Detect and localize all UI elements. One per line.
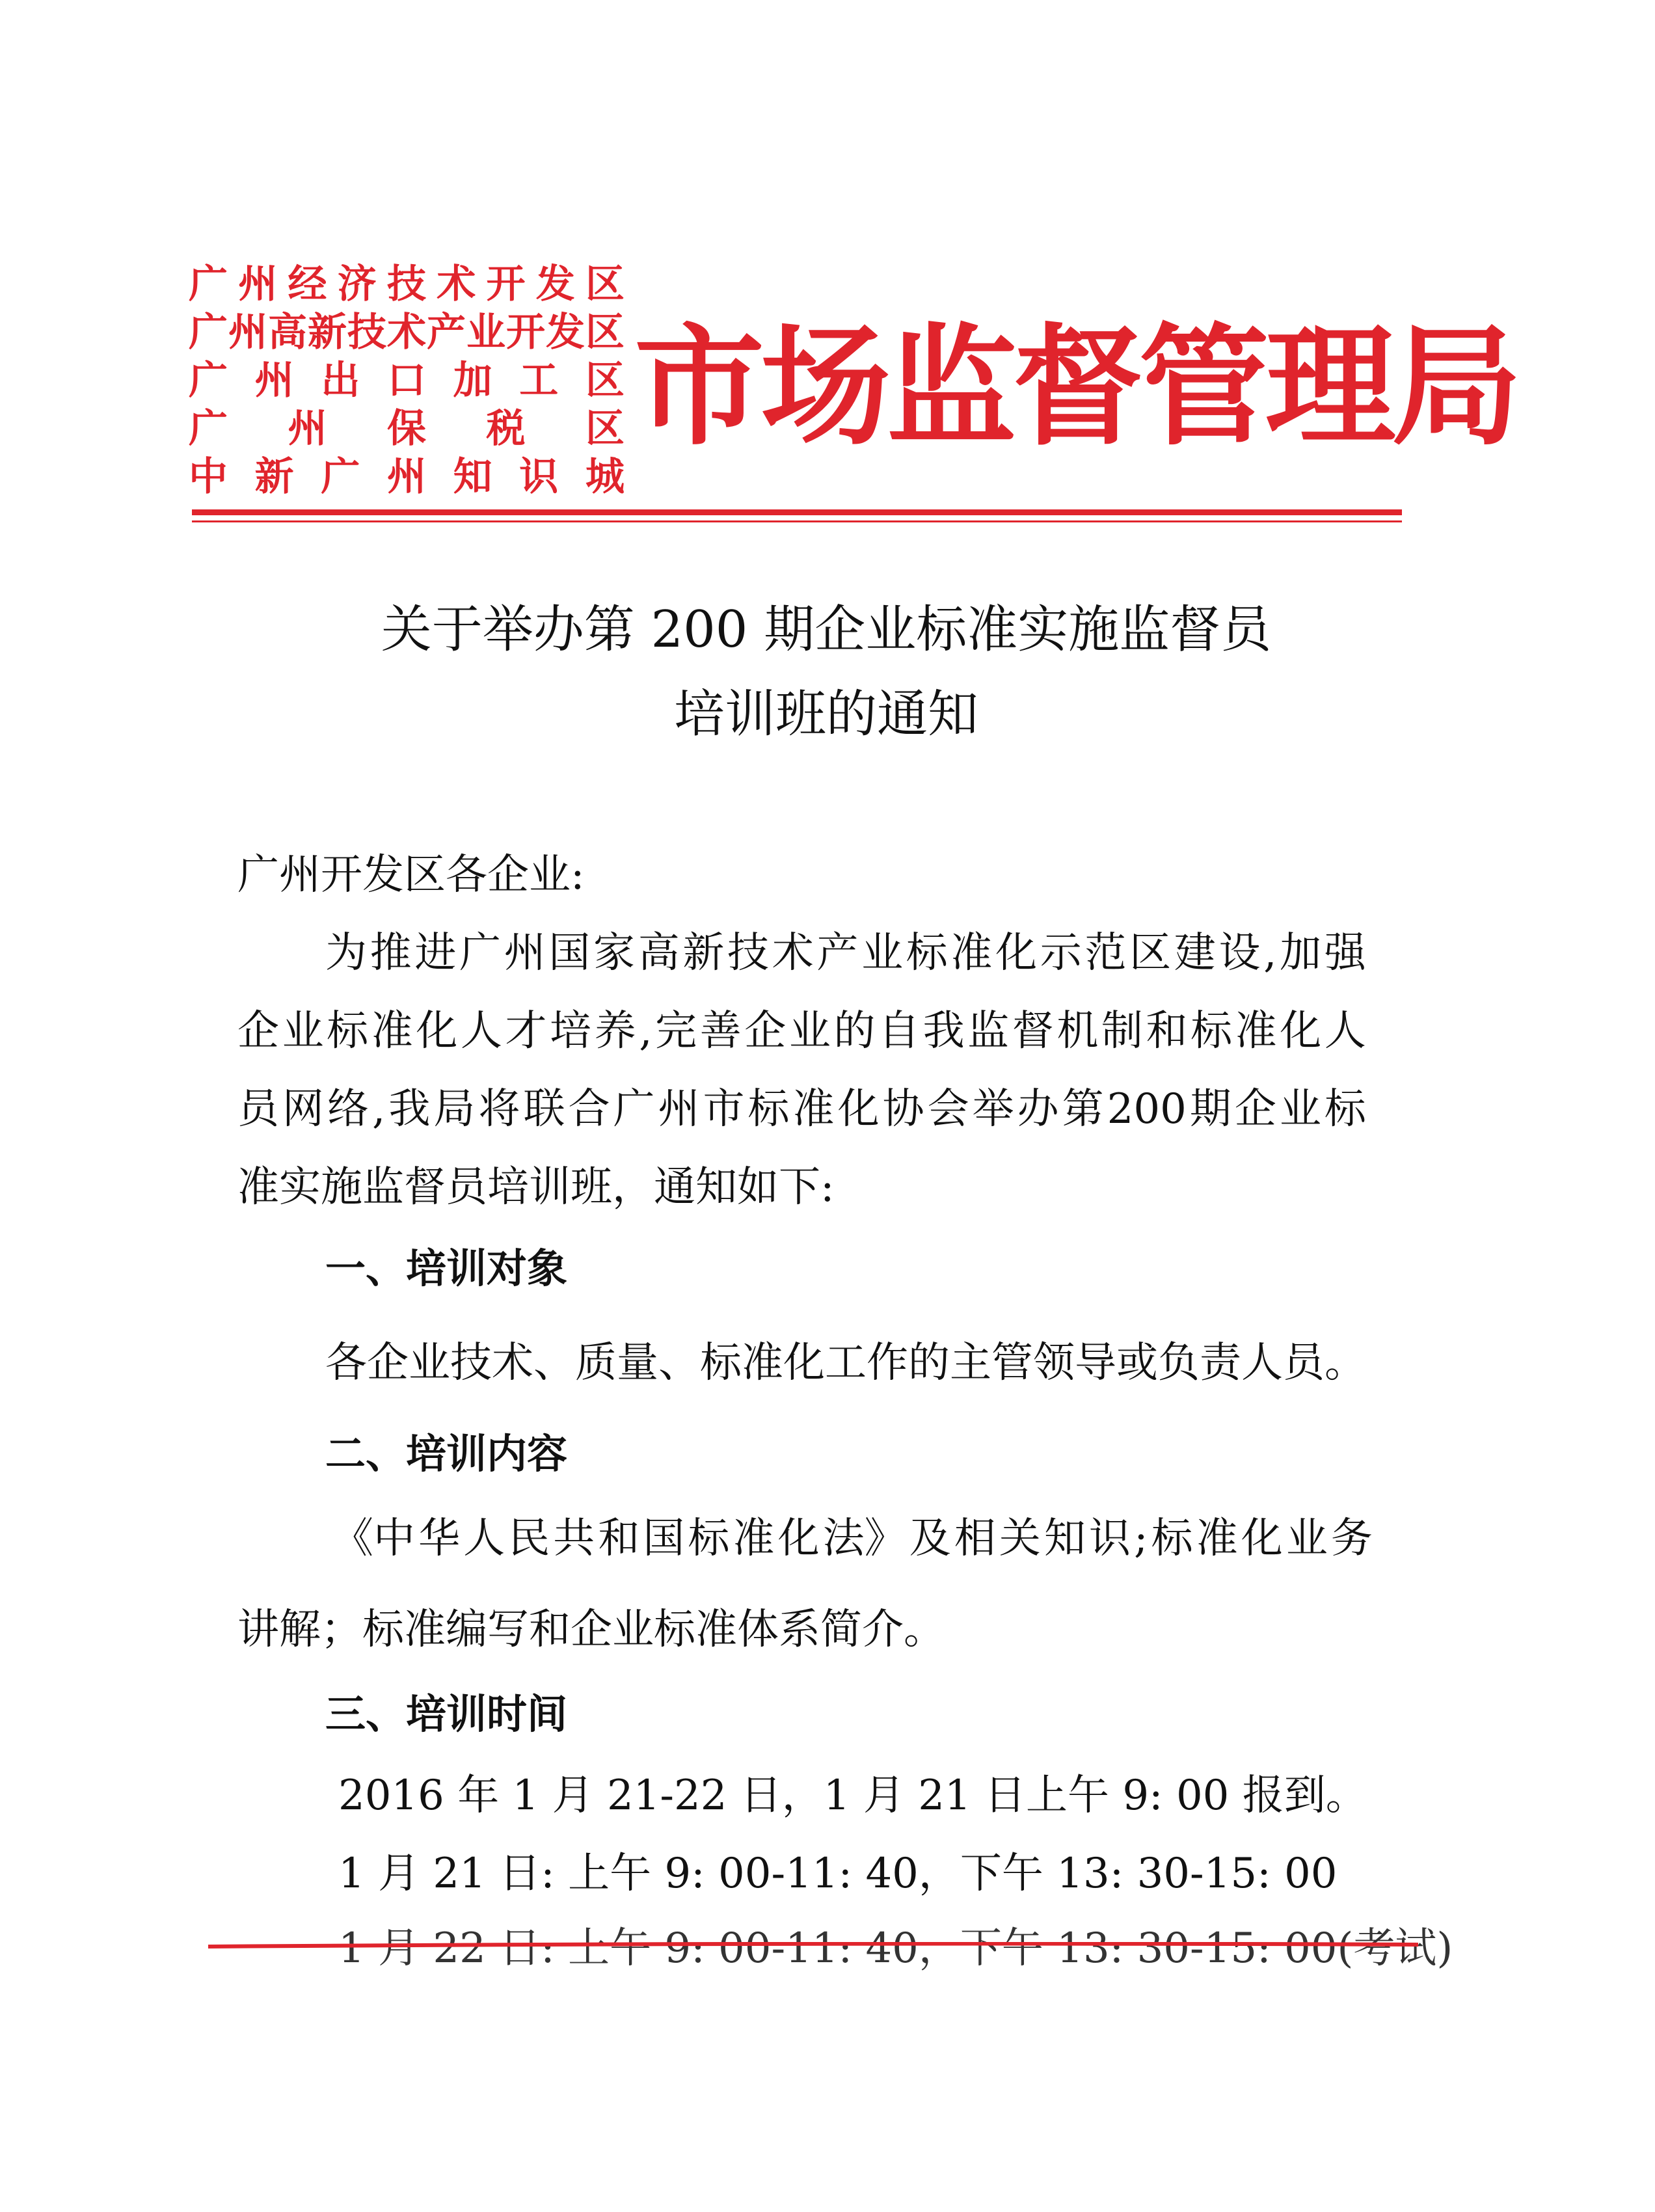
text-glyph: 培 — [550, 1007, 592, 1055]
text-glyph: 城 — [585, 454, 625, 500]
text-glyph: 业 — [861, 929, 904, 977]
text-glyph: 家 — [593, 929, 636, 977]
text-glyph: 的 — [833, 1007, 876, 1055]
text-glyph: 网 — [282, 1085, 325, 1133]
text-glyph: 州 — [386, 454, 426, 500]
text-glyph: 务 — [1330, 1515, 1373, 1563]
text-glyph: 办 — [1017, 1085, 1059, 1133]
salutation: 广州开发区各企业: — [237, 851, 585, 899]
text-glyph: 企 — [1234, 1085, 1276, 1133]
text-glyph: 我 — [388, 1085, 431, 1133]
text-glyph: 广 — [459, 929, 502, 977]
text-glyph: 出 — [321, 358, 360, 403]
text-glyph: 广 — [189, 406, 228, 452]
text-glyph: 产 — [816, 929, 859, 977]
text-glyph: 保 — [387, 406, 426, 452]
text-glyph: 标 — [1324, 1085, 1366, 1133]
text-glyph: 济 — [337, 262, 377, 307]
text-glyph: 标 — [688, 1515, 730, 1563]
text-glyph: 《中 — [332, 1515, 415, 1563]
text-glyph: 高 — [638, 929, 680, 977]
text-glyph: 市 — [703, 1085, 745, 1133]
text-glyph: 相 — [954, 1515, 996, 1563]
red-strikethrough — [208, 1942, 1418, 1949]
schedule-line: 2016 年 1 月 21-22 日，1 月 21 日上午 9: 00 报到。 — [338, 1772, 1367, 1820]
letterhead-divider-thin — [192, 520, 1402, 522]
text-glyph: 州 — [238, 262, 278, 307]
text-glyph: 举 — [972, 1085, 1014, 1133]
text-glyph: 新 — [254, 454, 294, 500]
text-glyph: 广 — [321, 454, 360, 500]
text-glyph: 会 — [927, 1085, 969, 1133]
intro-line-1 — [325, 927, 1366, 979]
text-glyph: 将 — [478, 1085, 520, 1133]
section-text: 讲解；标准编写和企业标准体系简介。 — [237, 1606, 945, 1654]
schedule-line: 1 月 21 日: 上午 9: 00-11: 40，下午 13: 30-15: 00 — [338, 1850, 1338, 1898]
text-glyph: 识 — [519, 454, 559, 500]
text-glyph: 局 — [433, 1085, 476, 1133]
text-glyph: 广 — [189, 310, 228, 355]
intro-line-2 — [237, 1005, 1366, 1057]
text-glyph: ; — [1134, 1515, 1148, 1563]
text-glyph: 区 — [1129, 929, 1172, 977]
text-glyph: 业 — [1279, 1085, 1321, 1133]
text-glyph: 准 — [792, 1085, 835, 1133]
text-glyph: 合 — [568, 1085, 610, 1133]
text-glyph: 知 — [453, 454, 492, 500]
text-glyph: 发 — [535, 262, 575, 307]
text-glyph: 机 — [1056, 1007, 1099, 1055]
text-glyph: 州 — [254, 358, 294, 403]
text-glyph: 标 — [747, 1085, 790, 1133]
issuer-line — [189, 260, 625, 308]
text-glyph: 标 — [327, 1007, 369, 1055]
text-glyph: 企 — [237, 1007, 279, 1055]
text-glyph: 产 — [427, 310, 466, 355]
text-glyph: 为 — [325, 929, 367, 977]
text-glyph: 完 — [655, 1007, 697, 1055]
text-glyph: 及 — [909, 1515, 951, 1563]
text-glyph: 我 — [922, 1007, 965, 1055]
text-glyph: 标 — [1151, 1515, 1193, 1563]
text-glyph: 企 — [744, 1007, 787, 1055]
text-glyph: 养 — [594, 1007, 636, 1055]
letterhead-divider — [192, 509, 1402, 515]
text-glyph: 识 — [1088, 1515, 1131, 1563]
text-glyph: 技 — [387, 262, 426, 307]
text-glyph: 共 — [553, 1515, 595, 1563]
text-glyph: 化 — [837, 1085, 880, 1133]
text-glyph: 知 — [1043, 1515, 1086, 1563]
text-glyph: 发 — [546, 310, 585, 355]
text-glyph: , — [639, 1007, 653, 1055]
text-glyph: 新 — [682, 929, 725, 977]
text-glyph: 督 — [1012, 1007, 1054, 1055]
text-glyph: 期 — [1189, 1085, 1231, 1133]
text-glyph: 关 — [999, 1515, 1041, 1563]
text-glyph: 进 — [414, 929, 457, 977]
text-glyph: 员 — [237, 1085, 279, 1133]
text-glyph: 区 — [585, 358, 625, 403]
text-glyph: 推 — [370, 929, 412, 977]
text-glyph: 络 — [327, 1085, 370, 1133]
text-glyph: 人 — [1324, 1007, 1366, 1055]
text-glyph: 设 — [1218, 929, 1261, 977]
text-glyph: 开 — [486, 262, 526, 307]
text-glyph: 法》 — [822, 1515, 906, 1563]
text-glyph: 民 — [508, 1515, 550, 1563]
text-glyph: 广 — [189, 358, 228, 403]
issuer-line — [189, 308, 625, 357]
text-glyph: 术 — [387, 310, 426, 355]
text-glyph: 人 — [460, 1007, 502, 1055]
issuing-authorities — [189, 260, 625, 501]
text-glyph: 技 — [347, 310, 386, 355]
text-glyph: 术 — [437, 262, 476, 307]
text-glyph: 200 — [1107, 1085, 1187, 1133]
text-glyph: 准 — [1235, 1007, 1277, 1055]
text-glyph: 区 — [585, 406, 625, 452]
text-glyph: 州 — [658, 1085, 700, 1133]
text-glyph: 标 — [906, 929, 948, 977]
intro-line-3 — [237, 1083, 1366, 1135]
text-glyph: 工 — [519, 358, 559, 403]
text-glyph: 新 — [308, 310, 347, 355]
text-glyph: 加 — [1280, 929, 1322, 977]
notice-title-line-1: 关于举办第 200 期企业标准实施监督员 — [381, 600, 1272, 659]
text-glyph: 加 — [453, 358, 492, 403]
issuer-line — [189, 405, 625, 453]
text-glyph: 准 — [733, 1515, 775, 1563]
text-glyph: 协 — [882, 1085, 924, 1133]
section-text — [332, 1513, 1373, 1565]
text-glyph: 业 — [282, 1007, 324, 1055]
text-glyph: 州 — [228, 310, 267, 355]
intro-line-4: 准实施监督员培训班，通知如下: — [237, 1163, 835, 1211]
text-glyph: 中 — [189, 454, 228, 500]
text-glyph: 和 — [598, 1515, 640, 1563]
agency-name: 市场监督管理局 — [634, 310, 1518, 463]
text-glyph: 国 — [643, 1515, 685, 1563]
schedule-line-struck: 1 月 22 日: 上午 9: 00-11: 40，下午 13: 30-15: 00(考试) — [338, 1924, 1453, 1973]
issuer-line — [189, 357, 625, 405]
section-heading: 二、培训内容 — [325, 1430, 568, 1477]
text-glyph: 广 — [613, 1085, 655, 1133]
section-text: 各企业技术、质量、标准化工作的主管领导或负责人员。 — [325, 1339, 1366, 1387]
notice-title-line-2: 培训班的通知 — [673, 685, 978, 744]
text-glyph: , — [1263, 929, 1277, 977]
text-glyph: 自 — [878, 1007, 921, 1055]
text-glyph: 范 — [1084, 929, 1127, 977]
issuer-line — [189, 453, 625, 501]
text-glyph: 技 — [727, 929, 770, 977]
text-glyph: 人 — [463, 1515, 505, 1563]
text-glyph: 区 — [585, 262, 625, 307]
text-glyph: 制 — [1101, 1007, 1143, 1055]
text-glyph: 口 — [386, 358, 426, 403]
text-glyph: 准 — [1196, 1515, 1238, 1563]
text-glyph: 准 — [371, 1007, 413, 1055]
text-glyph: 州 — [288, 406, 327, 452]
text-glyph: 州 — [504, 929, 546, 977]
text-glyph: 监 — [967, 1007, 1010, 1055]
text-glyph: , — [372, 1085, 386, 1133]
text-glyph: 善 — [699, 1007, 742, 1055]
text-glyph: 高 — [268, 310, 307, 355]
text-glyph: 业 — [788, 1007, 831, 1055]
text-glyph: 国 — [548, 929, 591, 977]
text-glyph: 业 — [466, 310, 505, 355]
text-glyph: 才 — [505, 1007, 547, 1055]
text-glyph: 联 — [523, 1085, 565, 1133]
text-glyph: 税 — [486, 406, 526, 452]
text-glyph: 建 — [1174, 929, 1216, 977]
text-glyph: 标 — [1191, 1007, 1233, 1055]
text-glyph: 化 — [416, 1007, 458, 1055]
text-glyph: 业 — [1285, 1515, 1328, 1563]
text-glyph: 经 — [288, 262, 327, 307]
text-glyph: 区 — [585, 310, 625, 355]
text-glyph: 开 — [506, 310, 545, 355]
text-glyph: 准 — [950, 929, 993, 977]
text-glyph: 示 — [1040, 929, 1082, 977]
text-glyph: 华 — [418, 1515, 461, 1563]
section-heading: 一、培训对象 — [325, 1245, 568, 1292]
section-heading: 三、培训时间 — [325, 1690, 568, 1738]
text-glyph: 化 — [1241, 1515, 1283, 1563]
text-glyph: 术 — [772, 929, 814, 977]
text-glyph: 和 — [1146, 1007, 1188, 1055]
text-glyph: 化 — [995, 929, 1038, 977]
text-glyph: 化 — [1280, 1007, 1322, 1055]
text-glyph: 广 — [189, 262, 228, 307]
text-glyph: 化 — [777, 1515, 820, 1563]
text-glyph: 第 — [1062, 1085, 1104, 1133]
text-glyph: 强 — [1324, 929, 1366, 977]
